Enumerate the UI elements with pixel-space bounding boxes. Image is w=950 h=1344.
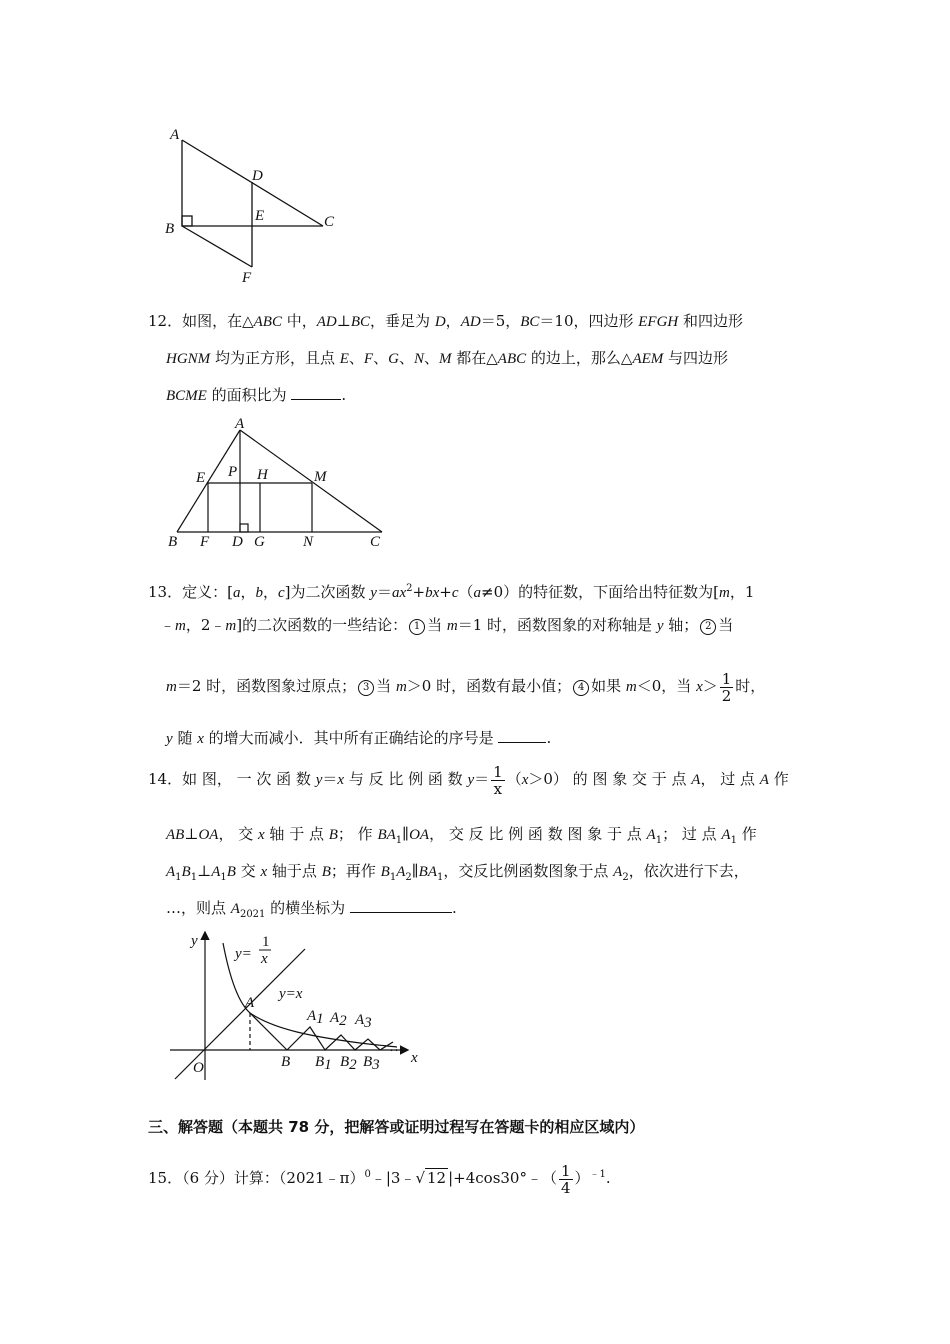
- q14-line3: $A_1B_1\perp A_1B$ 交 x 轴于点 B；再作 $B_1A_2\parallel BA_1$，交反比例函数图象于点 $A_2$，依次进行下去，: [166, 862, 749, 883]
- circled-number-4: 4: [573, 680, 589, 696]
- fraction-one-over-x: $\frac{1}{x}$: [493, 762, 503, 798]
- label-A: A: [170, 127, 180, 143]
- point-B3: B3: [363, 1054, 380, 1073]
- point-A2: A2: [330, 1010, 347, 1029]
- point-B: B: [281, 1054, 291, 1070]
- answer-blank[interactable]: [291, 385, 341, 400]
- origin-label: O: [193, 1060, 204, 1076]
- fraction-one-quarter: $\frac{1}{4}$: [560, 1161, 571, 1197]
- label-G: G: [254, 534, 265, 550]
- figure-12: [160, 412, 400, 552]
- label-E: E: [255, 208, 265, 224]
- q13-line1: 13．定义：[a，b，c]为二次函数 $y=ax^2+bx+c(a\ne 0)$的特征数，下面给出特征数为[m，1: [148, 583, 755, 601]
- curve-equation-prefix: y=: [235, 946, 252, 962]
- answer-blank[interactable]: [498, 728, 546, 743]
- q14-line1: 14．如 图， 一 次 函 数 y＝x 与 反 比 例 函 数 y＝ $\frac{1}{x}$ （x＞0） 的 图 象 交 于 点 A， 过 点 A 作: [148, 762, 789, 798]
- q15-line1: 15．（6 分）计算：（2021﹣π）$^0$﹣|3﹣√ 12 |+4cos30°﹣（ $\frac{1}{4}$ ）$^{﹣1}$.: [148, 1161, 611, 1197]
- curve-equation-denominator: x: [261, 951, 268, 967]
- axis-y-label: y: [191, 933, 198, 949]
- point-A3: A3: [355, 1012, 372, 1031]
- radicand: 12: [427, 1169, 447, 1187]
- label-N: N: [303, 534, 314, 550]
- label-B: B: [168, 534, 178, 550]
- q14-line2: AB⊥OA， 交 x 轴 于 点 B； 作 $BA_1\parallel OA$， 交 反 比 例 函 数 图 象 于 点 $A_1$； 过 点 $A_1$ 作: [166, 825, 757, 846]
- point-A: A: [245, 995, 255, 1011]
- point-B2: B2: [340, 1054, 357, 1073]
- label-C: C: [370, 534, 381, 550]
- label-M: M: [314, 469, 327, 485]
- continuation-dots: …: [389, 1039, 404, 1055]
- label-E: E: [196, 470, 206, 486]
- circled-number-2: 2: [700, 619, 716, 635]
- section-heading: 三、解答题（本题共 78 分，把解答或证明过程写在答题卡的相应区域内）: [148, 1118, 645, 1136]
- label-C: C: [324, 214, 335, 230]
- label-P: P: [228, 464, 238, 480]
- label-B: B: [165, 221, 175, 237]
- line-equation: y=x: [279, 986, 303, 1002]
- label-D: D: [252, 168, 263, 184]
- fraction-one-half: $\frac{1}{2}$: [721, 669, 732, 705]
- answer-blank[interactable]: [350, 898, 452, 913]
- label-A: A: [235, 416, 245, 432]
- q13-line3: m＝2 时，函数图象过原点； 3 当 m＞0 时，函数有最小值； 4 如果 m＜0，当 x＞ $\frac{1}{2}$ 时，: [166, 669, 766, 705]
- curve-equation-numerator: 1: [262, 934, 270, 950]
- q14-line4: …，则点 $A_{2021}$ 的横坐标为 .: [166, 899, 457, 920]
- q12-line3: BCME 的面积比为 .: [166, 386, 347, 404]
- sqrt-symbol: √: [415, 1169, 425, 1187]
- label-D: D: [232, 534, 243, 550]
- q12-line1: 12．如图，在△ABC 中，AD⊥BC，垂足为 D，AD＝5，BC＝10，四边形 EFGH 和四边形: [148, 312, 744, 330]
- point-B1: B1: [315, 1054, 332, 1073]
- label-H: H: [257, 467, 268, 483]
- label-F: F: [200, 534, 210, 550]
- q13-line4: y 随 x 的增大而减小．其中所有正确结论的序号是 .: [166, 729, 552, 747]
- q12-line2: HGNM 均为正方形，且点 E、F、G、N、M 都在△ABC 的边上，那么△AEM 与四边形: [166, 349, 729, 367]
- circled-number-1: 1: [409, 619, 425, 635]
- axis-x-label: x: [411, 1050, 418, 1066]
- q13-line2: ﹣m，2﹣m]的二次函数的一些结论： 1 当 m＝1 时，函数图象的对称轴是 y 轴； 2 当: [160, 616, 734, 634]
- label-F: F: [242, 270, 252, 285]
- figure-14: [165, 925, 435, 1085]
- circled-number-3: 3: [358, 680, 374, 696]
- figure-11: [160, 120, 350, 285]
- point-A1: A1: [307, 1008, 324, 1027]
